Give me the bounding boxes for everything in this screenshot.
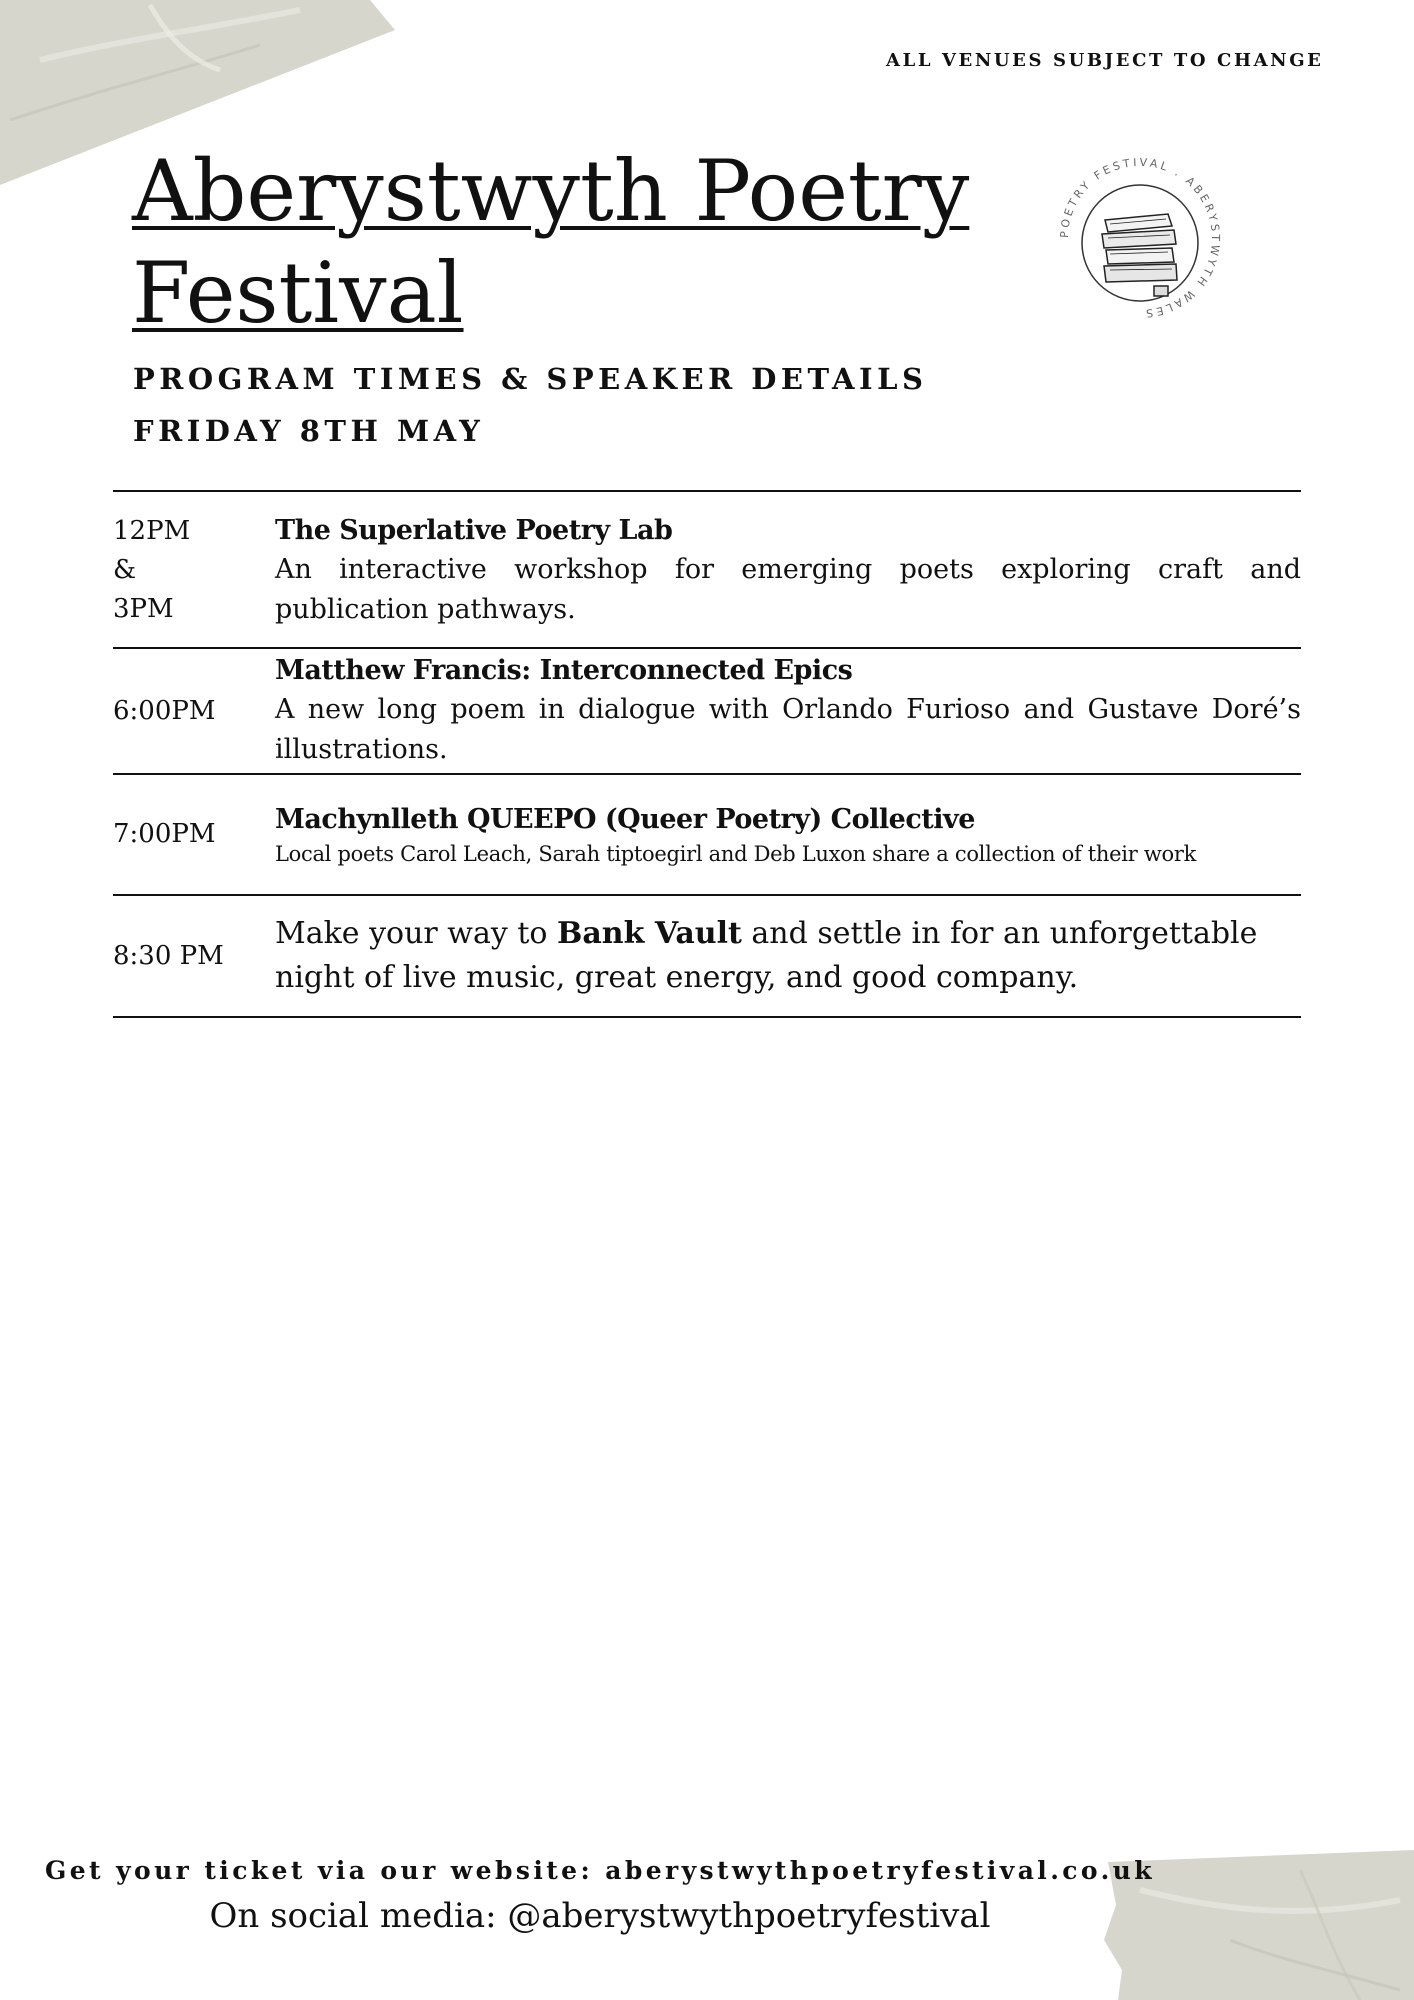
divider: [113, 1016, 1301, 1018]
event-description: A new long poem in dialogue with Orlando Furioso and Gustave Doré’s illustrations.: [275, 694, 1301, 765]
title-line-1: Aberystwyth Poetry: [132, 142, 970, 240]
venue-name: Bank Vault: [556, 916, 742, 951]
desc-text: Make your way to: [275, 916, 557, 951]
program-subtitle: PROGRAM TIMES & SPEAKER DETAILS: [133, 362, 928, 396]
schedule-row: [113, 492, 1301, 647]
event-details: [275, 912, 1301, 1000]
event-details: [275, 492, 1301, 630]
time-line: &: [113, 555, 137, 585]
event-description: [275, 912, 1301, 1000]
time-line: 3PM: [113, 594, 174, 624]
social-handle: On social media: @aberystwythpoetryfestival: [209, 1896, 991, 1936]
schedule-row: [113, 896, 1301, 1016]
schedule-table: [113, 490, 1301, 1018]
event-title: The Superlative Poetry Lab: [275, 515, 673, 546]
festival-seal: [1050, 148, 1230, 328]
event-time: 6:00PM: [113, 695, 216, 726]
event-description: Local poets Carol Leach, Sarah tiptoegirl and Deb Luxon share a collection of their work: [275, 841, 1197, 866]
event-details: [275, 652, 1301, 770]
ticket-info: Get your ticket via our website: aberystwythpoetryfestival.co.uk: [45, 1856, 1155, 1885]
desc-text: and settle in for an unforgettable night of live music, great energy, and good company.: [275, 916, 1258, 995]
schedule-row: [113, 775, 1301, 894]
event-time: 8:30 PM: [113, 940, 224, 971]
time-line: 12PM: [113, 516, 191, 546]
event-date: FRIDAY 8TH MAY: [133, 414, 485, 448]
page-title: [132, 140, 972, 344]
venue-notice: ALL VENUES SUBJECT TO CHANGE: [886, 50, 1324, 71]
event-time: [113, 492, 275, 629]
event-details: [275, 801, 1301, 869]
event-description: An interactive workshop for emerging poets exploring craft and publication pathways.: [275, 554, 1301, 625]
event-title: Machynlleth QUEEPO (Queer Poetry) Collective: [275, 803, 975, 835]
event-title: Matthew Francis: Interconnected Epics: [275, 655, 853, 686]
schedule-row: [113, 649, 1301, 773]
event-time: 7:00PM: [113, 819, 216, 849]
title-line-2: Festival: [132, 244, 464, 342]
stacked-books-icon: [1102, 214, 1177, 296]
seal-ring-text: POETRY FESTIVAL . ABERYSTWYTH WALES: [1057, 155, 1223, 321]
